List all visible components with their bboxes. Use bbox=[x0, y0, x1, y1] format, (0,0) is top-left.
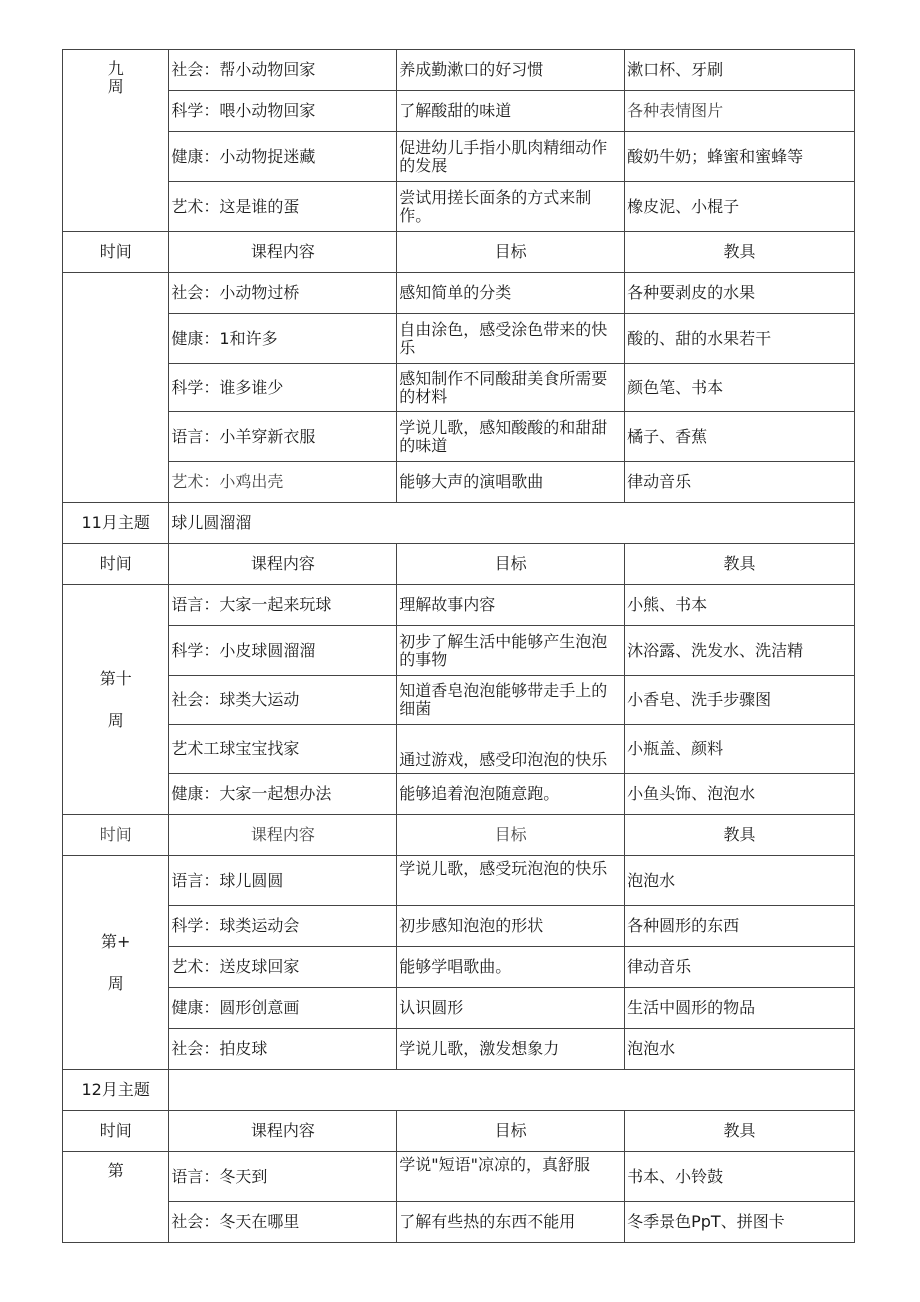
goal-cell: 能够追着泡泡随意跑。 bbox=[397, 774, 625, 815]
goal-cell: 理解故事内容 bbox=[397, 585, 625, 626]
header-time: 时间 bbox=[63, 815, 169, 856]
table-row bbox=[63, 412, 855, 462]
goal-cell: 学说儿歌，激发想象力 bbox=[397, 1029, 625, 1070]
goal-cell: 促进幼儿手指小肌肉精细动作的发展 bbox=[397, 132, 625, 182]
table-row bbox=[63, 364, 855, 412]
goal-cell: 初步了解生活中能够产生泡泡的事物 bbox=[397, 626, 625, 676]
content-cell: 语言：小羊穿新衣服 bbox=[169, 412, 397, 462]
theme-title: 球儿圆溜溜 bbox=[169, 503, 855, 544]
curriculum-table bbox=[62, 49, 855, 1243]
week-label: 九 bbox=[107, 59, 124, 78]
goal-cell: 能够学唱歌曲。 bbox=[397, 947, 625, 988]
week-label-cell bbox=[63, 856, 169, 1070]
header-time: 时间 bbox=[63, 1111, 169, 1152]
goal-cell: 认识圆形 bbox=[397, 988, 625, 1029]
goal-cell: 感知简单的分类 bbox=[397, 273, 625, 314]
content-cell: 科学：球类运动会 bbox=[169, 906, 397, 947]
content-cell: 社会：帮小动物回家 bbox=[169, 50, 397, 91]
content-cell: 社会：球类大运动 bbox=[169, 676, 397, 725]
header-content: 课程内容 bbox=[169, 815, 397, 856]
table-row bbox=[63, 182, 855, 232]
content-cell: 科学：谁多谁少 bbox=[169, 364, 397, 412]
goal-cell: 了解酸甜的味道 bbox=[397, 91, 625, 132]
table-row bbox=[63, 50, 855, 91]
tools-cell: 小香皂、洗手步骤图 bbox=[625, 676, 855, 725]
table-row bbox=[63, 132, 855, 182]
tools-cell: 律动音乐 bbox=[625, 462, 855, 503]
week-label: 周 bbox=[107, 710, 124, 730]
content-cell: 语言：冬天到 bbox=[169, 1152, 397, 1202]
header-row bbox=[63, 232, 855, 273]
week-label: 第+ bbox=[100, 931, 131, 951]
tools-cell: 泡泡水 bbox=[625, 1029, 855, 1070]
header-goal: 目标 bbox=[397, 544, 625, 585]
table-row bbox=[63, 462, 855, 503]
table-row bbox=[63, 585, 855, 626]
goal-cell: 通过游戏，感受印泡泡的快乐 bbox=[397, 725, 625, 774]
table-row bbox=[63, 676, 855, 725]
theme-label: 12月主题 bbox=[63, 1070, 169, 1111]
tools-cell: 生活中圆形的物品 bbox=[625, 988, 855, 1029]
content-cell: 健康：小动物捉迷藏 bbox=[169, 132, 397, 182]
goal-cell: 感知制作不同酸甜美食所需要的材料 bbox=[397, 364, 625, 412]
table-row bbox=[63, 774, 855, 815]
tools-cell: 各种圆形的东西 bbox=[625, 906, 855, 947]
tools-cell: 律动音乐 bbox=[625, 947, 855, 988]
content-cell: 语言：球儿圆圆 bbox=[169, 856, 397, 906]
content-cell: 社会：小动物过桥 bbox=[169, 273, 397, 314]
goal-cell: 学说儿歌，感知酸酸的和甜甜的味道 bbox=[397, 412, 625, 462]
content-cell: 语言：大家一起来玩球 bbox=[169, 585, 397, 626]
header-content: 课程内容 bbox=[169, 544, 397, 585]
tools-cell: 冬季景色PpT、拼图卡 bbox=[625, 1202, 855, 1243]
week-label-cell bbox=[63, 273, 169, 503]
table-row bbox=[63, 906, 855, 947]
week-label: 周 bbox=[107, 77, 124, 96]
tools-cell: 小瓶盖、颜料 bbox=[625, 725, 855, 774]
tools-cell: 书本、小铃鼓 bbox=[625, 1152, 855, 1202]
content-cell: 科学：小皮球圆溜溜 bbox=[169, 626, 397, 676]
table-row bbox=[63, 947, 855, 988]
content-cell: 社会：拍皮球 bbox=[169, 1029, 397, 1070]
table-row bbox=[63, 91, 855, 132]
goal-cell: 知道香皂泡泡能够带走手上的细菌 bbox=[397, 676, 625, 725]
tools-cell: 酸的、甜的水果若干 bbox=[625, 314, 855, 364]
header-time: 时间 bbox=[63, 232, 169, 273]
content-cell: 健康：圆形创意画 bbox=[169, 988, 397, 1029]
week-label: 第十 bbox=[99, 668, 132, 688]
header-goal: 目标 bbox=[397, 1111, 625, 1152]
theme-label: 11月主题 bbox=[63, 503, 169, 544]
week-label-cell bbox=[63, 50, 169, 232]
tools-cell: 颜色笔、书本 bbox=[625, 364, 855, 412]
goal-cell: 初步感知泡泡的形状 bbox=[397, 906, 625, 947]
header-tools: 教具 bbox=[625, 1111, 855, 1152]
theme-row bbox=[63, 1070, 855, 1111]
tools-cell: 漱口杯、牙刷 bbox=[625, 50, 855, 91]
tools-cell: 沐浴露、洗发水、洗洁精 bbox=[625, 626, 855, 676]
header-content: 课程内容 bbox=[169, 1111, 397, 1152]
goal-cell: 自由涂色，感受涂色带来的快乐 bbox=[397, 314, 625, 364]
table-row bbox=[63, 1029, 855, 1070]
tools-cell: 各种表情图片 bbox=[625, 91, 855, 132]
content-cell: 健康：1和许多 bbox=[169, 314, 397, 364]
table-row bbox=[63, 273, 855, 314]
goal-cell: 学说儿歌，感受玩泡泡的快乐 bbox=[397, 856, 625, 906]
tools-cell: 酸奶牛奶；蜂蜜和蜜蜂等 bbox=[625, 132, 855, 182]
week-label: 周 bbox=[107, 973, 124, 993]
table-row bbox=[63, 1202, 855, 1243]
table-row bbox=[63, 988, 855, 1029]
theme-title bbox=[169, 1070, 855, 1111]
content-cell: 健康：大家一起想办法 bbox=[169, 774, 397, 815]
header-content: 课程内容 bbox=[169, 232, 397, 273]
tools-cell: 小熊、书本 bbox=[625, 585, 855, 626]
header-tools: 教具 bbox=[625, 815, 855, 856]
header-goal: 目标 bbox=[397, 232, 625, 273]
content-cell: 科学：喂小动物回家 bbox=[169, 91, 397, 132]
header-goal: 目标 bbox=[397, 815, 625, 856]
header-tools: 教具 bbox=[625, 544, 855, 585]
week-label-cell bbox=[63, 1152, 169, 1243]
week-label-cell bbox=[63, 585, 169, 815]
tools-cell: 橘子、香蕉 bbox=[625, 412, 855, 462]
week-label: 第 bbox=[107, 1161, 124, 1180]
header-row bbox=[63, 1111, 855, 1152]
table-row bbox=[63, 626, 855, 676]
content-cell: 社会：冬天在哪里 bbox=[169, 1202, 397, 1243]
tools-cell: 各种要剥皮的水果 bbox=[625, 273, 855, 314]
goal-cell: 尝试用搓长面条的方式来制作。 bbox=[397, 182, 625, 232]
table-row bbox=[63, 856, 855, 906]
header-row bbox=[63, 544, 855, 585]
table-row bbox=[63, 314, 855, 364]
content-cell: 艺术：这是谁的蛋 bbox=[169, 182, 397, 232]
goal-cell: 养成勤漱口的好习惯 bbox=[397, 50, 625, 91]
content-cell: 艺术：小鸡出壳 bbox=[169, 462, 397, 503]
goal-cell: 学说"短语"凉凉的，真舒服 bbox=[397, 1152, 625, 1202]
tools-cell: 小鱼头饰、泡泡水 bbox=[625, 774, 855, 815]
header-time: 时间 bbox=[63, 544, 169, 585]
goal-cell: 能够大声的演唱歌曲 bbox=[397, 462, 625, 503]
table-row bbox=[63, 1152, 855, 1202]
theme-row bbox=[63, 503, 855, 544]
header-tools: 教具 bbox=[625, 232, 855, 273]
tools-cell: 泡泡水 bbox=[625, 856, 855, 906]
header-row bbox=[63, 815, 855, 856]
content-cell: 艺术工球宝宝找家 bbox=[169, 725, 397, 774]
content-cell: 艺术：送皮球回家 bbox=[169, 947, 397, 988]
tools-cell: 橡皮泥、小棍子 bbox=[625, 182, 855, 232]
table-row bbox=[63, 725, 855, 774]
goal-cell: 了解有些热的东西不能用 bbox=[397, 1202, 625, 1243]
